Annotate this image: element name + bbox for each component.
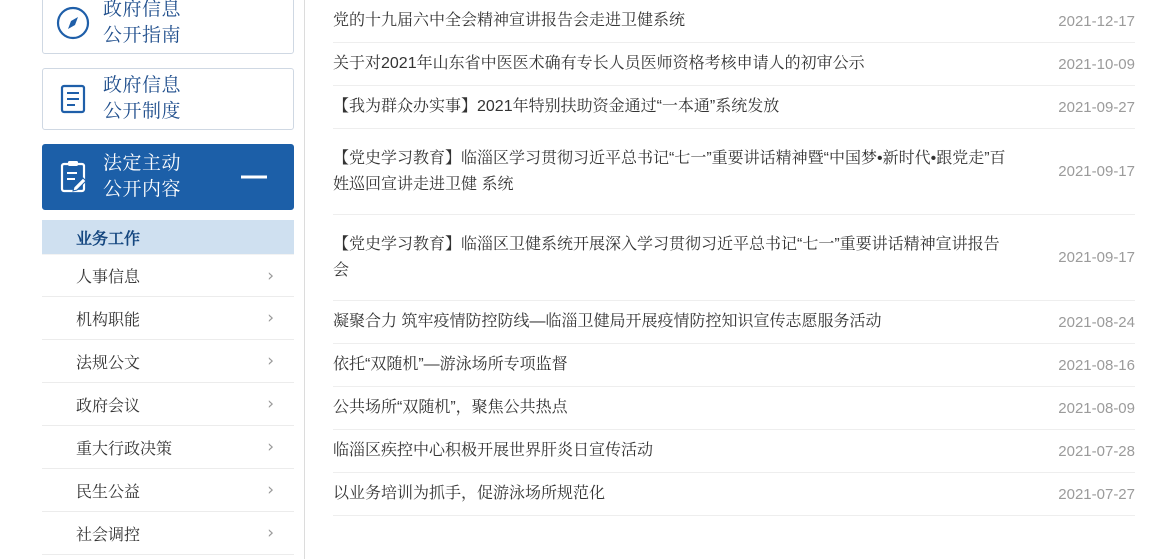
news-date: 2021-08-09 — [1058, 399, 1135, 417]
collapse-minus-icon[interactable] — [241, 176, 267, 179]
list-item[interactable] — [333, 129, 1135, 215]
chevron-right-icon: › — [267, 265, 274, 286]
document-list-icon — [43, 79, 103, 119]
news-title[interactable]: 凝聚合力 筑牢疫情防控防线—临淄卫健局开展疫情防控知识宣传志愿服务活动 — [333, 313, 882, 330]
news-date: 2021-07-27 — [1058, 485, 1135, 503]
sidebar-card-label-line2: 公开制度 — [103, 101, 182, 122]
sidebar-card-label-line1: 政府信息 — [103, 0, 182, 20]
news-date: 2021-09-17 — [1058, 249, 1135, 266]
sidebar-item-social-regulation[interactable] — [42, 512, 294, 555]
news-title[interactable]: 【党史学习教育】临淄区卫健系统开展深入学习贯彻习近平总书记“七一”重要讲话精神宣讲报告会 — [333, 235, 1000, 279]
news-title[interactable]: 公共场所“双随机”，聚焦公共热点 — [333, 399, 568, 416]
news-title[interactable]: 以业务培训为抓手，促游泳场所规范化 — [333, 485, 606, 502]
sidebar-item-personnel-info[interactable] — [42, 254, 294, 297]
sidebar-item-label: 民生公益 — [76, 483, 141, 501]
sidebar-card-label — [103, 151, 181, 203]
sidebar-card-label-line2: 公开内容 — [103, 179, 182, 200]
chevron-right-icon: › — [267, 437, 274, 457]
news-title[interactable]: 依托“双随机”—游泳场所专项监督 — [333, 356, 568, 373]
chevron-right-icon: › — [267, 480, 274, 500]
sidebar-card-label — [103, 73, 181, 125]
sidebar-item-label: 法规公文 — [76, 354, 141, 372]
list-item[interactable] — [333, 344, 1135, 387]
news-date: 2021-10-09 — [1058, 55, 1135, 73]
sidebar-item-gov-meetings[interactable] — [42, 383, 294, 426]
news-title[interactable]: 关于对2021年山东省中医医术确有专长人员医师资格考核申请人的初审公示 — [333, 55, 865, 72]
news-title[interactable]: 党的十九届六中全会精神宣讲报告会走进卫健系统 — [333, 12, 686, 29]
list-item[interactable] — [333, 301, 1135, 344]
list-item[interactable] — [333, 215, 1135, 301]
sidebar-card-label — [103, 0, 181, 49]
news-date: 2021-09-27 — [1058, 98, 1135, 116]
sidebar — [0, 0, 305, 559]
sidebar-item-laws-documents[interactable] — [42, 340, 294, 383]
news-date: 2021-12-17 — [1058, 12, 1135, 30]
news-date: 2021-07-28 — [1058, 442, 1135, 460]
sidebar-item-label: 重大行政决策 — [76, 440, 173, 458]
news-list — [305, 0, 1159, 559]
list-item[interactable] — [333, 473, 1135, 516]
news-date: 2021-08-24 — [1058, 313, 1135, 331]
sidebar-section-header: 业务工作 — [42, 220, 294, 254]
news-date: 2021-09-17 — [1058, 163, 1135, 180]
sidebar-sublist — [42, 254, 294, 555]
clipboard-pen-icon — [43, 156, 103, 198]
sidebar-item-label: 机构职能 — [76, 311, 141, 329]
sidebar-item-org-functions[interactable] — [42, 297, 294, 340]
list-item[interactable] — [333, 430, 1135, 473]
list-item[interactable] — [333, 86, 1135, 129]
sidebar-item-label: 人事信息 — [76, 269, 141, 286]
compass-icon — [43, 3, 103, 43]
sidebar-item-label: 政府会议 — [76, 397, 141, 415]
sidebar-card-label-line2: 公开指南 — [103, 25, 182, 46]
sidebar-card-label-line1: 政府信息 — [103, 75, 182, 96]
news-title[interactable]: 【党史学习教育】临淄区学习贯彻习近平总书记“七一”重要讲话精神暨“中国梦•新时代•跟党走”百姓巡回宣讲走进卫健 系统 — [333, 149, 1006, 193]
news-title[interactable]: 临淄区疾控中心积极开展世界肝炎日宣传活动 — [333, 442, 654, 459]
list-item[interactable] — [333, 0, 1135, 43]
sidebar-card-gov-info-guide[interactable] — [42, 0, 294, 54]
chevron-right-icon: › — [267, 308, 274, 328]
chevron-right-icon: › — [267, 523, 274, 543]
sidebar-card-label-line1: 法定主动 — [103, 153, 182, 174]
list-item[interactable] — [333, 387, 1135, 430]
chevron-right-icon: › — [267, 394, 274, 414]
news-date: 2021-08-16 — [1058, 356, 1135, 374]
sidebar-item-public-welfare[interactable] — [42, 469, 294, 512]
sidebar-item-label: 社会调控 — [76, 526, 141, 544]
list-item[interactable] — [333, 43, 1135, 86]
sidebar-item-major-decisions[interactable] — [42, 426, 294, 469]
chevron-right-icon: › — [267, 351, 274, 371]
news-title[interactable]: 【我为群众办实事】2021年特别扶助资金通过“一本通”系统发放 — [333, 98, 780, 115]
sidebar-card-statutory-disclosure[interactable] — [42, 144, 294, 210]
sidebar-card-gov-info-system[interactable] — [42, 68, 294, 130]
